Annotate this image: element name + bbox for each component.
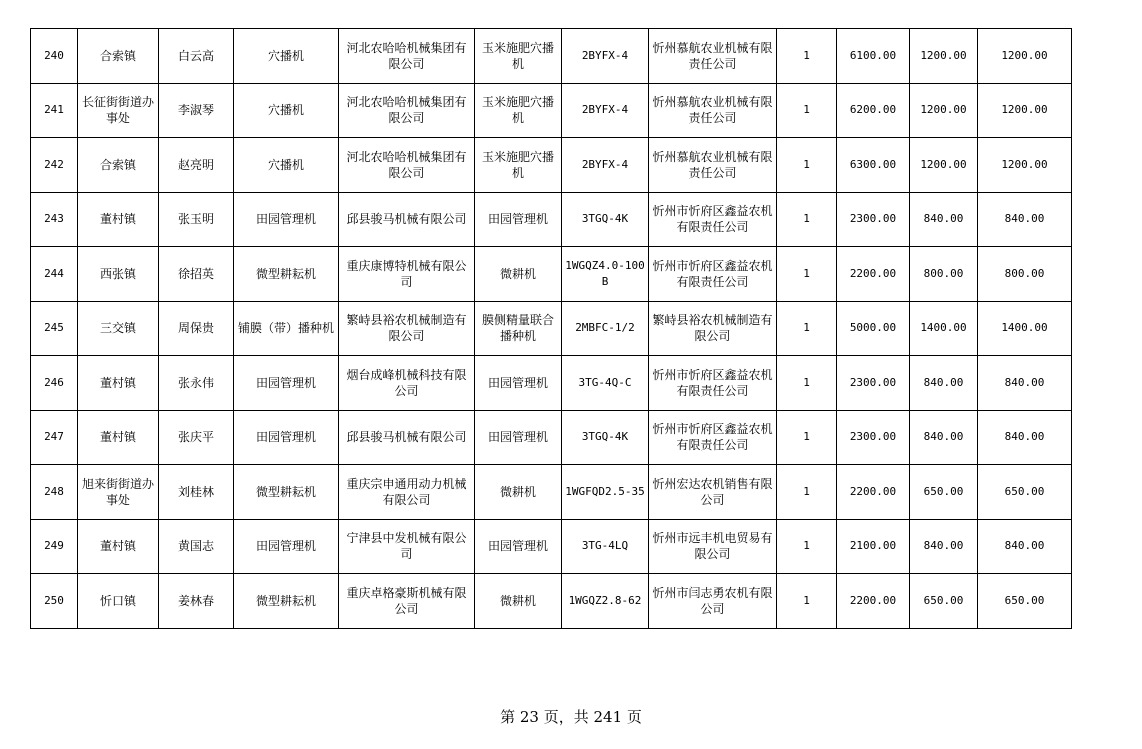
cell-dealer: 忻州市忻府区鑫益农机有限责任公司	[649, 410, 777, 465]
cell-manufacturer: 繁峙县裕农机械制造有限公司	[339, 301, 475, 356]
cell-town: 旭来街街道办事处	[78, 465, 159, 520]
cell-product: 微耕机	[475, 465, 562, 520]
cell-no: 244	[31, 247, 78, 302]
cell-town: 董村镇	[78, 410, 159, 465]
cell-subsidy: 840.00	[910, 356, 978, 411]
cell-price: 6300.00	[837, 138, 910, 193]
cell-price: 2300.00	[837, 192, 910, 247]
cell-manufacturer: 河北农哈哈机械集团有限公司	[339, 83, 475, 138]
table-row	[31, 192, 1072, 247]
cell-price: 2200.00	[837, 465, 910, 520]
cell-no: 248	[31, 465, 78, 520]
cell-model: 3TGQ-4K	[562, 410, 649, 465]
cell-category: 微型耕耘机	[234, 574, 339, 629]
cell-dealer: 繁峙县裕农机械制造有限公司	[649, 301, 777, 356]
cell-buyer: 张庆平	[159, 410, 234, 465]
cell-subsidy: 650.00	[910, 465, 978, 520]
cell-total-subsidy: 1200.00	[978, 138, 1072, 193]
cell-qty: 1	[777, 519, 837, 574]
cell-model: 2MBFC-1/2	[562, 301, 649, 356]
cell-product: 田园管理机	[475, 410, 562, 465]
cell-subsidy: 840.00	[910, 519, 978, 574]
cell-subsidy: 840.00	[910, 192, 978, 247]
cell-dealer: 忻州慕航农业机械有限责任公司	[649, 29, 777, 84]
cell-product: 膜侧精量联合播种机	[475, 301, 562, 356]
cell-category: 田园管理机	[234, 519, 339, 574]
cell-dealer: 忻州慕航农业机械有限责任公司	[649, 83, 777, 138]
cell-no: 242	[31, 138, 78, 193]
cell-product: 玉米施肥穴播机	[475, 29, 562, 84]
cell-town: 忻口镇	[78, 574, 159, 629]
cell-qty: 1	[777, 29, 837, 84]
cell-manufacturer: 河北农哈哈机械集团有限公司	[339, 138, 475, 193]
cell-buyer: 周保贵	[159, 301, 234, 356]
table-row	[31, 519, 1072, 574]
cell-qty: 1	[777, 465, 837, 520]
cell-no: 247	[31, 410, 78, 465]
cell-manufacturer: 重庆康博特机械有限公司	[339, 247, 475, 302]
cell-total-subsidy: 840.00	[978, 519, 1072, 574]
cell-category: 穴播机	[234, 138, 339, 193]
cell-total-subsidy: 840.00	[978, 192, 1072, 247]
subsidy-table	[30, 28, 1072, 629]
cell-no: 250	[31, 574, 78, 629]
cell-price: 2300.00	[837, 410, 910, 465]
table-row	[31, 465, 1072, 520]
cell-total-subsidy: 1200.00	[978, 29, 1072, 84]
cell-buyer: 姜林春	[159, 574, 234, 629]
cell-category: 微型耕耘机	[234, 247, 339, 302]
cell-no: 241	[31, 83, 78, 138]
cell-dealer: 忻州市闫志勇农机有限公司	[649, 574, 777, 629]
cell-total-subsidy: 1400.00	[978, 301, 1072, 356]
cell-dealer: 忻州市远丰机电贸易有限公司	[649, 519, 777, 574]
cell-subsidy: 1400.00	[910, 301, 978, 356]
cell-buyer: 白云高	[159, 29, 234, 84]
cell-manufacturer: 重庆宗申通用动力机械有限公司	[339, 465, 475, 520]
cell-no: 243	[31, 192, 78, 247]
cell-manufacturer: 河北农哈哈机械集团有限公司	[339, 29, 475, 84]
cell-model: 3TG-4LQ	[562, 519, 649, 574]
table-row	[31, 83, 1072, 138]
cell-qty: 1	[777, 83, 837, 138]
cell-dealer: 忻州慕航农业机械有限责任公司	[649, 138, 777, 193]
cell-manufacturer: 邱县骏马机械有限公司	[339, 410, 475, 465]
cell-product: 田园管理机	[475, 192, 562, 247]
cell-product: 田园管理机	[475, 356, 562, 411]
cell-category: 田园管理机	[234, 410, 339, 465]
cell-subsidy: 800.00	[910, 247, 978, 302]
cell-no: 249	[31, 519, 78, 574]
cell-buyer: 黄国志	[159, 519, 234, 574]
cell-price: 5000.00	[837, 301, 910, 356]
cell-category: 田园管理机	[234, 192, 339, 247]
cell-subsidy: 840.00	[910, 410, 978, 465]
cell-town: 长征街街道办事处	[78, 83, 159, 138]
cell-product: 玉米施肥穴播机	[475, 83, 562, 138]
table-row	[31, 410, 1072, 465]
cell-buyer: 徐招英	[159, 247, 234, 302]
cell-product: 田园管理机	[475, 519, 562, 574]
cell-town: 董村镇	[78, 356, 159, 411]
cell-buyer: 李淑琴	[159, 83, 234, 138]
cell-manufacturer: 邱县骏马机械有限公司	[339, 192, 475, 247]
table-row	[31, 301, 1072, 356]
cell-town: 合索镇	[78, 29, 159, 84]
cell-dealer: 忻州市忻府区鑫益农机有限责任公司	[649, 192, 777, 247]
cell-category: 田园管理机	[234, 356, 339, 411]
cell-model: 3TGQ-4K	[562, 192, 649, 247]
table-row	[31, 247, 1072, 302]
cell-subsidy: 1200.00	[910, 138, 978, 193]
cell-town: 西张镇	[78, 247, 159, 302]
cell-model: 2BYFX-4	[562, 83, 649, 138]
cell-qty: 1	[777, 356, 837, 411]
cell-qty: 1	[777, 192, 837, 247]
cell-price: 6100.00	[837, 29, 910, 84]
table-row	[31, 138, 1072, 193]
cell-town: 董村镇	[78, 192, 159, 247]
cell-buyer: 赵亮明	[159, 138, 234, 193]
cell-qty: 1	[777, 301, 837, 356]
cell-no: 240	[31, 29, 78, 84]
cell-total-subsidy: 840.00	[978, 356, 1072, 411]
cell-dealer: 忻州市忻府区鑫益农机有限责任公司	[649, 356, 777, 411]
cell-category: 穴播机	[234, 83, 339, 138]
cell-qty: 1	[777, 574, 837, 629]
table-row	[31, 356, 1072, 411]
cell-no: 246	[31, 356, 78, 411]
cell-qty: 1	[777, 138, 837, 193]
page-footer: 第 23 页，共 241 页	[500, 708, 642, 726]
cell-category: 穴播机	[234, 29, 339, 84]
cell-town: 三交镇	[78, 301, 159, 356]
cell-total-subsidy: 840.00	[978, 410, 1072, 465]
cell-product: 微耕机	[475, 574, 562, 629]
cell-buyer: 刘桂林	[159, 465, 234, 520]
cell-price: 2300.00	[837, 356, 910, 411]
cell-model: 2BYFX-4	[562, 29, 649, 84]
cell-manufacturer: 烟台成峰机械科技有限公司	[339, 356, 475, 411]
cell-subsidy: 1200.00	[910, 29, 978, 84]
cell-total-subsidy: 1200.00	[978, 83, 1072, 138]
cell-category: 微型耕耘机	[234, 465, 339, 520]
cell-price: 2200.00	[837, 574, 910, 629]
cell-total-subsidy: 800.00	[978, 247, 1072, 302]
table-row	[31, 29, 1072, 84]
cell-manufacturer: 宁津县中发机械有限公司	[339, 519, 475, 574]
cell-total-subsidy: 650.00	[978, 465, 1072, 520]
cell-model: 2BYFX-4	[562, 138, 649, 193]
cell-no: 245	[31, 301, 78, 356]
cell-model: 3TG-4Q-C	[562, 356, 649, 411]
cell-product: 微耕机	[475, 247, 562, 302]
cell-product: 玉米施肥穴播机	[475, 138, 562, 193]
cell-dealer: 忻州宏达农机销售有限公司	[649, 465, 777, 520]
cell-subsidy: 650.00	[910, 574, 978, 629]
cell-total-subsidy: 650.00	[978, 574, 1072, 629]
table-row	[31, 574, 1072, 629]
cell-category: 铺膜（带）播种机	[234, 301, 339, 356]
cell-town: 董村镇	[78, 519, 159, 574]
cell-qty: 1	[777, 247, 837, 302]
cell-subsidy: 1200.00	[910, 83, 978, 138]
cell-price: 2200.00	[837, 247, 910, 302]
cell-buyer: 张玉明	[159, 192, 234, 247]
cell-manufacturer: 重庆卓格豪斯机械有限公司	[339, 574, 475, 629]
cell-qty: 1	[777, 410, 837, 465]
cell-dealer: 忻州市忻府区鑫益农机有限责任公司	[649, 247, 777, 302]
cell-price: 2100.00	[837, 519, 910, 574]
cell-model: 1WGQZ4.0-100B	[562, 247, 649, 302]
cell-model: 1WGQZ2.8-62	[562, 574, 649, 629]
cell-buyer: 张永伟	[159, 356, 234, 411]
cell-town: 合索镇	[78, 138, 159, 193]
cell-model: 1WGFQD2.5-35	[562, 465, 649, 520]
cell-price: 6200.00	[837, 83, 910, 138]
